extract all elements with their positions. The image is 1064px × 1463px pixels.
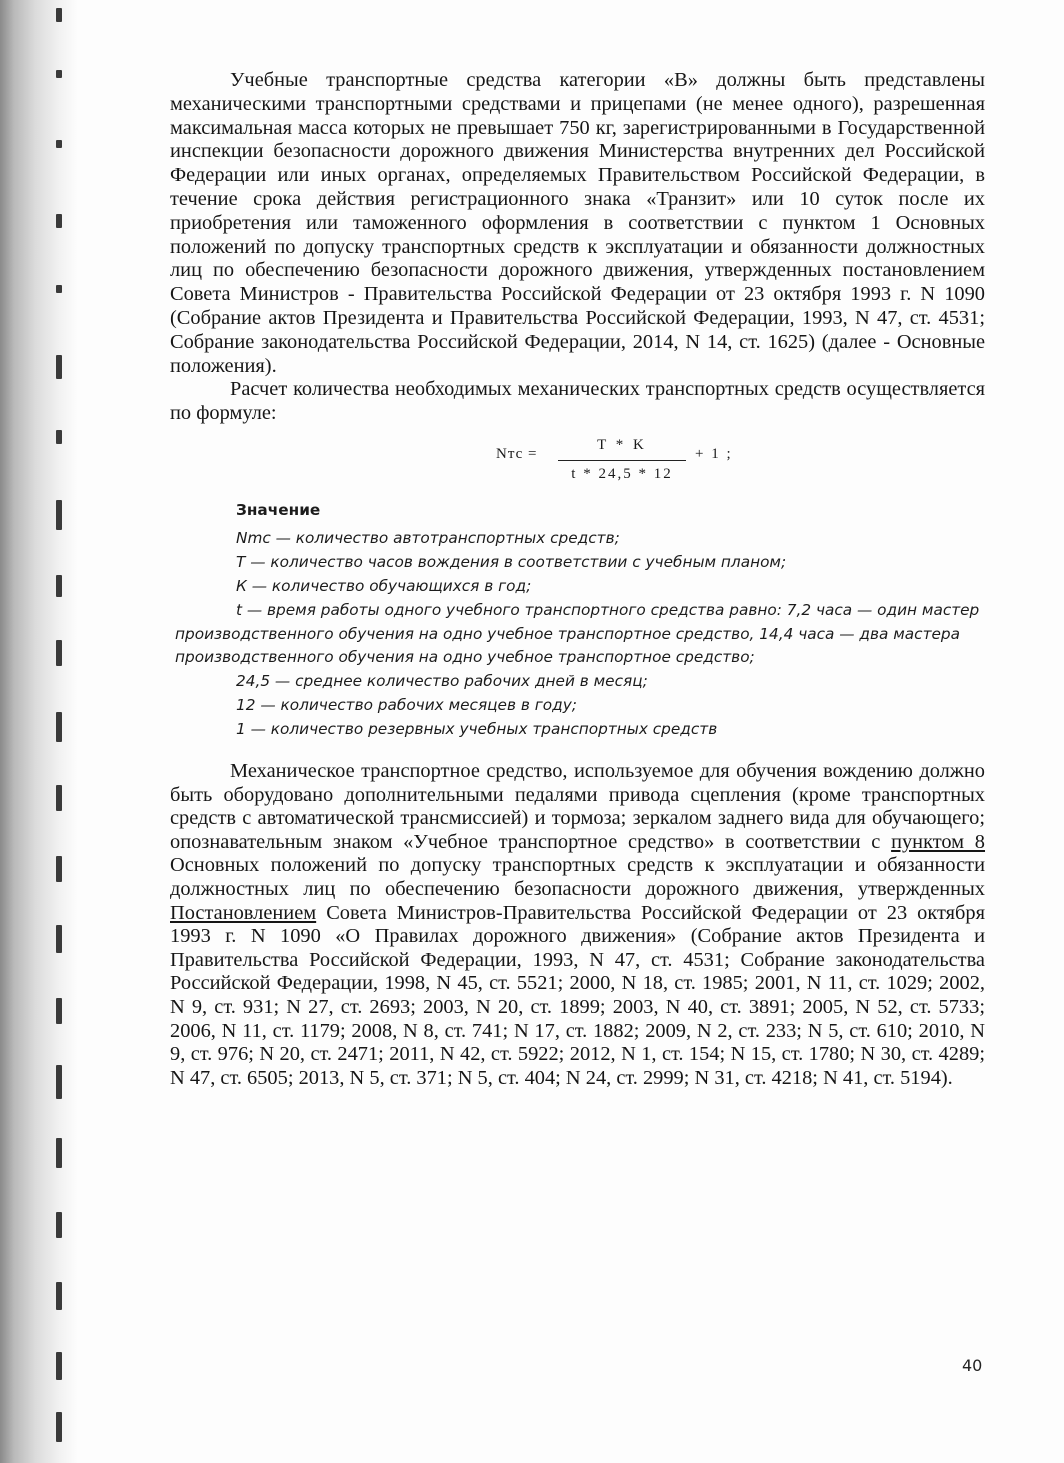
- paragraph-equipment: [170, 760, 985, 1090]
- binding-hole: [56, 1065, 62, 1099]
- text-span: Основных положений по допуску транспортных средств к эксплуатации и обязанности должностных лиц по обеспечению безопасности дорожного движения, утвержденных: [170, 854, 985, 900]
- link-punkt-8[interactable]: пунктом 8: [891, 830, 986, 853]
- legend-item: 24,5 — среднее количество рабочих дней в месяц;: [236, 672, 648, 691]
- binding-hole: [56, 1212, 62, 1238]
- binding-hole: [56, 430, 62, 444]
- binding-hole: [56, 8, 62, 22]
- binding-hole: [56, 1352, 62, 1380]
- binding-hole: [56, 285, 62, 293]
- binding-hole: [56, 712, 62, 742]
- legend-item: 12 — количество рабочих месяцев в году;: [236, 696, 577, 715]
- binding-hole: [56, 998, 62, 1024]
- binding-hole: [56, 785, 62, 811]
- legend-title: Значение: [236, 501, 321, 519]
- legend-item: T — количество часов вождения в соответствии с учебным планом;: [236, 552, 787, 571]
- page-number: 40: [962, 1356, 983, 1375]
- binding-hole: [56, 500, 62, 530]
- link-postanovleniem[interactable]: Постановлением: [170, 901, 317, 924]
- binding-hole: [56, 1138, 62, 1168]
- equipment-text-block: [170, 760, 985, 1090]
- legend-item: Nmc — количество автотранспортных средств;: [236, 528, 620, 547]
- binding-hole: [56, 856, 62, 882]
- text-span: Совета Министров-Правительства Российской Федерации от 23 октября 1993 г. N 1090 «О Правилах дорожного движения» (Собрание актов Президента и Правительства Российской Федерации, 1993, N 47, ст. 4531; Собрание законодательства Российской Федерации, 1998, N 45, ст. 5521; 2000, N 18, ст. 1985; 2001, N 11, ст. 1029; 2002, N 9, ст. 931; N 27, ст. 2693; 2003, N 20, ст. 1899; 2003, N 40, ст. 3891; 2005, N 52, ст. 5733; 2006, N 11, ст. 1179; 2008, N 8, ст. 741; N 17, ст. 1882; 2009, N 2, ст. 233; N 5, ст. 610; 2010, N 9, ст. 976; N 20, ст. 2471; 2011, N 42, ст. 5922; 2012, N 1, ст. 154; N 15, ст. 1780; N 30, ст. 4289; N 47, ст. 6505; 2013, N 5, ст. 371; N 5, ст. 404; N 24, ст. 2999; N 31, ст. 4218; N 41, ст. 5194).: [170, 901, 985, 1089]
- binding-hole: [56, 640, 62, 666]
- legend-item: К — количество обучающихся в год;: [236, 576, 532, 595]
- vehicle-count-formula: [170, 434, 985, 484]
- legend-item: t — время работы одного учебного транспортного средства равно: 7,2 часа — один мастер производственного обучения на одно учебное транспортное средство, 14,4 часа — два мастера производственного обучения на одно учебное транспортное средство;: [175, 600, 980, 667]
- binding-hole: [56, 214, 62, 228]
- formula-denominator: t * 24,5 * 12: [571, 465, 673, 482]
- text-span: Механическое транспортное средство, используемое для обучения вождению должно быть оборудовано дополнительными педалями привода сцепления (кроме транспортных средств с автоматической трансмиссией) и тормоза; зеркалом заднего вида для обучающего; опознавательным знаком «Учебное транспортное средство» в соответствии с: [170, 760, 985, 853]
- binding-hole: [56, 925, 62, 953]
- formula-rhs: + 1 ;: [695, 445, 733, 462]
- binding-hole: [56, 70, 62, 78]
- main-text-block: [170, 69, 985, 484]
- paragraph-calculation-intro: Расчет количества необходимых механических транспортных средств осуществляется по формуле:: [170, 378, 985, 425]
- paragraph-vehicle-requirements: Учебные транспортные средства категории «В» должны быть представлены механическими транспортными средствами и прицепами (не менее одного), разрешенная максимальная масса которых не превышает 750 кг, зарегистрированными в Государственной инспекции безопасности дорожного движения Министерства внутренних дел Российской Федерации или иных органах, определяемых Правительством Российской Федерации, в течение срока действия регистрационного знака «Транзит» или 10 суток после их приобретения или таможенного оформления в соответствии с пунктом 1 Основных положений по допуску транспортных средств к эксплуатации и обязанности должностных лиц по обеспечению безопасности дорожного движения, утвержденных постановлением Совета Министров - Правительства Российской Федерации от 23 октября 1993 г. N 1090 (Собрание актов Президента и Правительства Российской Федерации, 1993, N 47, ст. 4531; Собрание законодательства Российской Федерации, 2014, N 14, ст. 1625) (далее - Основные положения).: [170, 69, 985, 377]
- legend-item: 1 — количество резервных учебных транспортных средств: [236, 720, 718, 739]
- binding-hole: [56, 355, 62, 379]
- formula-lhs: Nтс =: [496, 445, 538, 462]
- binding-hole: [56, 140, 62, 148]
- binding-shadow: [0, 0, 78, 1463]
- binding-hole: [56, 1282, 62, 1310]
- formula-fraction: [558, 434, 686, 487]
- binding-hole: [56, 1412, 62, 1442]
- formula-numerator: T * K: [558, 434, 686, 461]
- binding-hole: [56, 575, 62, 597]
- formula-legend: [170, 499, 985, 742]
